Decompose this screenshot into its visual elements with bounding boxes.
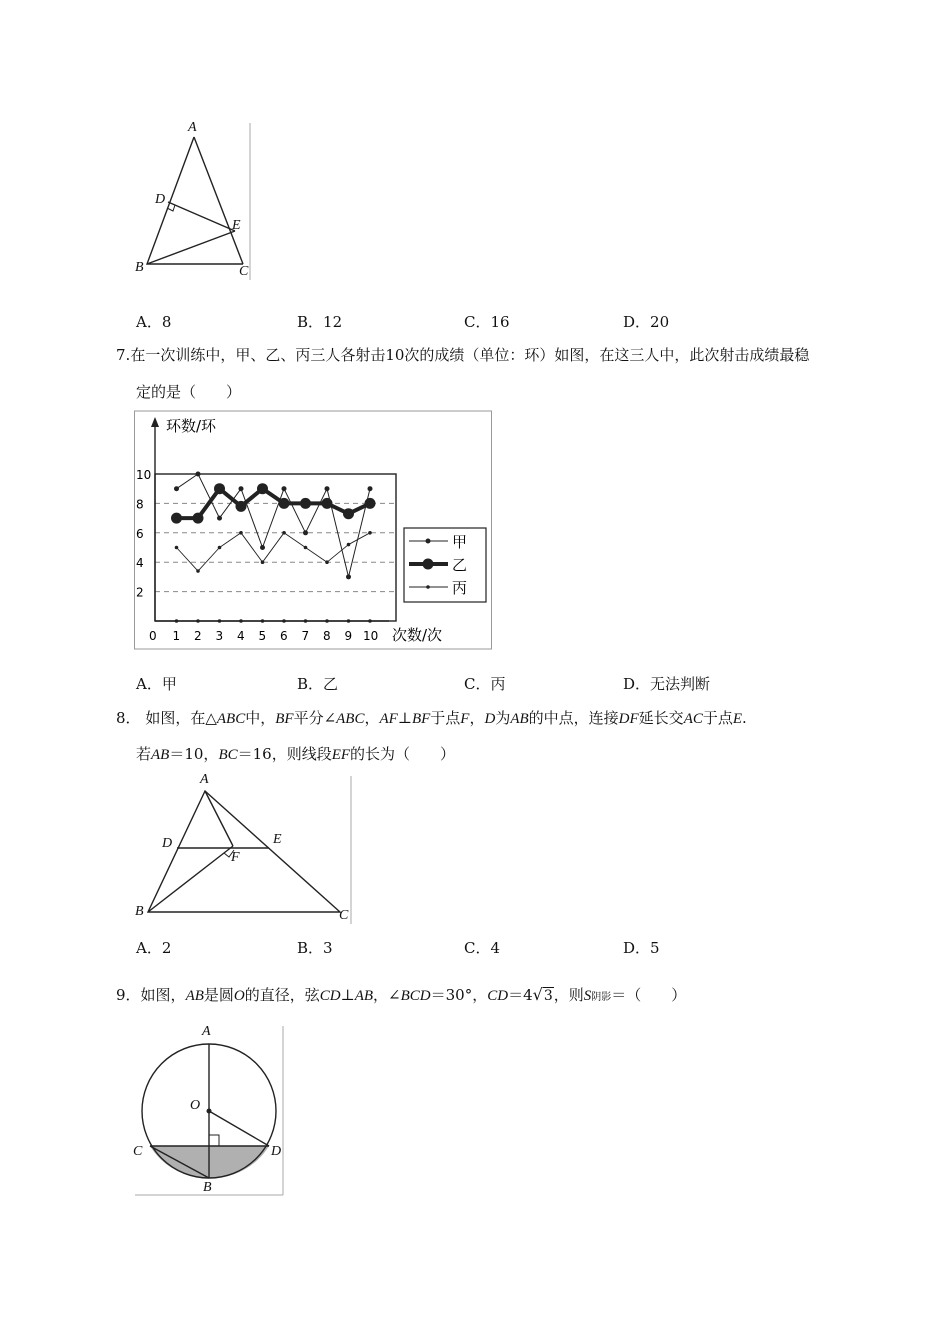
text: 于点	[702, 709, 733, 727]
q8-option-b[interactable]	[297, 937, 333, 958]
x-tick-dot	[218, 619, 222, 623]
x-tick-label: 1	[172, 629, 181, 643]
data-point	[239, 486, 244, 491]
label-C: C	[339, 908, 349, 923]
series-line-2	[177, 533, 371, 571]
question-number: 8．	[116, 709, 141, 727]
text: .	[742, 709, 747, 727]
label-D: D	[155, 192, 166, 207]
question-number: 9．	[116, 986, 141, 1004]
q8-question-line1	[116, 708, 747, 729]
x-tick-dot	[261, 619, 265, 623]
option-value: 8	[161, 313, 172, 331]
x-tick-label: 7	[301, 629, 310, 643]
data-point	[261, 560, 265, 564]
math-var: AB	[185, 988, 204, 1004]
text: 如图，在△	[145, 709, 217, 727]
q9-figure	[128, 1022, 288, 1200]
label-E: E	[232, 218, 241, 233]
label-B: B	[203, 1180, 212, 1195]
x-tick-label: 4	[237, 629, 245, 643]
text: ＝4	[508, 986, 533, 1004]
data-point	[260, 545, 265, 550]
x-tick-dot	[347, 619, 351, 623]
x-tick-dot	[325, 619, 329, 623]
line-chart	[134, 408, 494, 651]
data-point	[303, 530, 308, 535]
option-letter: C．	[464, 313, 491, 331]
y-axis-label: 环数/环	[166, 417, 217, 435]
math-var: EF	[331, 747, 351, 763]
y-tick-label: 2	[136, 585, 144, 600]
option-value: 16	[490, 313, 510, 331]
math-var: BC	[218, 747, 238, 763]
sqrt-expression: √3	[532, 985, 553, 1004]
label-O: O	[190, 1098, 201, 1113]
text: ，	[469, 709, 485, 727]
math-var: E	[732, 711, 743, 727]
x-axis-label: 次数/次	[392, 626, 443, 644]
text: 平分∠	[293, 709, 337, 727]
legend-marker	[426, 539, 431, 544]
option-letter: B．	[297, 939, 324, 957]
x-tick-label: 5	[258, 629, 267, 643]
text: ⊥	[340, 986, 355, 1004]
q6-figure	[130, 118, 255, 283]
question-text: 在一次训练中，甲、乙、丙三人各射击10次的成绩（单位：环）如图，在这三人中，此次射击成绩最稳	[130, 346, 810, 364]
option-letter: C．	[464, 675, 491, 693]
x-tick-dot	[304, 619, 308, 623]
q7-option-c[interactable]	[464, 673, 506, 694]
text: ，则	[553, 986, 584, 1004]
series-line-0	[177, 474, 371, 577]
option-value: 甲	[161, 675, 177, 693]
q8-option-a[interactable]	[136, 937, 171, 958]
text: ，	[364, 709, 380, 727]
math-var: O	[233, 988, 245, 1004]
data-point	[365, 498, 376, 509]
x-tick-label: 9	[344, 629, 353, 643]
data-point	[368, 486, 373, 491]
x-tick-label: 6	[280, 629, 288, 643]
option-letter: D．	[623, 313, 651, 331]
label-A: A	[200, 772, 209, 787]
math-var: CD	[319, 988, 341, 1004]
text: 是圆	[203, 986, 234, 1004]
text: 如图，	[140, 986, 186, 1004]
option-value: 20	[650, 313, 670, 331]
data-point	[217, 516, 222, 521]
label-C: C	[133, 1144, 143, 1159]
x-tick-dot	[239, 619, 243, 623]
data-point	[347, 543, 351, 547]
q7-option-a[interactable]	[136, 673, 177, 694]
q9-question-line	[116, 985, 686, 1008]
option-value: 5	[650, 939, 660, 957]
data-point	[282, 486, 287, 491]
legend-marker	[423, 559, 434, 570]
q8-question-line2	[136, 744, 455, 765]
sqrt-radicand: 3	[543, 988, 553, 1004]
text: 于点	[430, 709, 461, 727]
data-point	[257, 483, 268, 494]
q7-option-d[interactable]	[623, 673, 710, 694]
label-C: C	[239, 264, 249, 279]
x-tick-dot	[282, 619, 286, 623]
data-point	[175, 546, 179, 550]
data-point	[322, 498, 333, 509]
data-point	[304, 546, 308, 550]
x-tick-label: 2	[194, 629, 202, 643]
x-tick-label: 0	[149, 629, 157, 643]
option-letter: C．	[464, 939, 491, 957]
option-letter: D．	[623, 939, 651, 957]
label-B: B	[135, 904, 144, 919]
text: 中，	[245, 709, 276, 727]
data-point	[282, 531, 286, 535]
option-value: 丙	[490, 675, 506, 693]
data-point	[239, 531, 243, 535]
data-point	[236, 501, 247, 512]
option-value: 3	[323, 939, 333, 957]
option-letter: B．	[297, 313, 324, 331]
text: ＝30°，	[430, 986, 488, 1004]
math-var: ABC	[336, 711, 365, 727]
math-var: CD	[487, 988, 509, 1004]
text: 若	[136, 745, 152, 763]
data-point	[346, 574, 351, 579]
x-tick-dot	[368, 619, 372, 623]
data-point	[343, 508, 354, 519]
q7-option-b[interactable]	[297, 673, 338, 694]
data-point	[218, 546, 222, 550]
math-var: BCD	[400, 988, 431, 1004]
x-tick-dot	[175, 619, 179, 623]
y-tick-label: 4	[136, 556, 144, 571]
y-tick-label: 6	[136, 526, 144, 541]
option-letter: A．	[136, 313, 162, 331]
text: ＝（ ）	[611, 986, 687, 1004]
q7-question-line1	[116, 345, 809, 365]
data-point	[300, 498, 311, 509]
math-var: D	[484, 711, 496, 727]
y-axis-arrow	[151, 417, 159, 427]
q9-circle-diagram	[128, 1022, 288, 1200]
math-var: S	[583, 988, 592, 1004]
text: 的直径，弦	[244, 986, 320, 1004]
x-tick-label: 3	[215, 629, 224, 643]
x-tick-label: 8	[323, 629, 331, 643]
data-point	[196, 569, 200, 573]
q6-option-c[interactable]	[464, 311, 510, 332]
data-point	[325, 486, 330, 491]
option-value: 无法判断	[650, 675, 711, 693]
y-tick-label: 10	[136, 468, 152, 482]
q6-option-d[interactable]	[623, 311, 669, 332]
legend-label: 甲	[452, 533, 468, 551]
q8-figure	[130, 770, 355, 928]
label-A: A	[202, 1024, 211, 1039]
data-point	[214, 483, 225, 494]
q7-question-line2	[136, 382, 241, 402]
option-value: 4	[490, 939, 501, 957]
legend-label: 乙	[452, 556, 468, 574]
x-tick-dot	[196, 619, 200, 623]
q6-option-b[interactable]	[297, 311, 342, 332]
q6-option-a[interactable]	[136, 311, 171, 332]
label-D: D	[271, 1144, 282, 1159]
text: ⊥	[397, 709, 412, 727]
data-point	[279, 498, 290, 509]
x-tick-label: 10	[363, 629, 379, 643]
data-point	[171, 513, 182, 524]
data-point	[325, 560, 329, 564]
data-point	[193, 513, 204, 524]
math-var: F	[460, 711, 470, 727]
legend-marker	[426, 585, 430, 589]
text: 的长为（ ）	[350, 745, 456, 763]
label-D: D	[162, 836, 173, 851]
question-text: 定的是（ ）	[136, 383, 242, 401]
math-var: ABC	[216, 711, 246, 727]
math-var: AB	[354, 988, 374, 1004]
q8-option-c[interactable]	[464, 937, 500, 958]
label-E: E	[273, 832, 282, 847]
math-var: DF	[618, 711, 639, 727]
option-letter: B．	[297, 675, 324, 693]
math-var: AC	[683, 711, 703, 727]
text: 为	[495, 709, 511, 727]
label-F: F	[231, 850, 240, 865]
math-var: BF	[275, 711, 294, 727]
q7-chart	[134, 408, 494, 651]
option-letter: A．	[136, 939, 162, 957]
text: ，∠	[373, 986, 401, 1004]
math-var: AF	[379, 711, 398, 727]
math-var: BF	[411, 711, 431, 727]
text: 的中点，连接	[528, 709, 619, 727]
option-letter: A．	[136, 675, 162, 693]
math-var: AB	[151, 747, 170, 763]
option-value: 12	[323, 313, 343, 331]
label-B: B	[135, 260, 144, 275]
data-point	[196, 472, 201, 477]
legend-label: 丙	[452, 579, 468, 597]
option-letter: D．	[623, 675, 651, 693]
y-tick-label: 8	[136, 497, 144, 512]
label-A: A	[188, 120, 197, 135]
option-value: 2	[161, 939, 172, 957]
text: ＝16，则线段	[237, 745, 332, 763]
q8-option-d[interactable]	[623, 937, 660, 958]
data-point	[174, 486, 179, 491]
option-value: 乙	[323, 675, 339, 693]
text: 延长交	[638, 709, 684, 727]
q6-triangle-diagram	[130, 118, 255, 283]
data-point	[368, 531, 372, 535]
text: ＝10，	[169, 745, 219, 763]
subscript: 阴影	[591, 992, 612, 1003]
question-number: 7.	[116, 346, 131, 364]
math-var: AB	[510, 711, 529, 727]
